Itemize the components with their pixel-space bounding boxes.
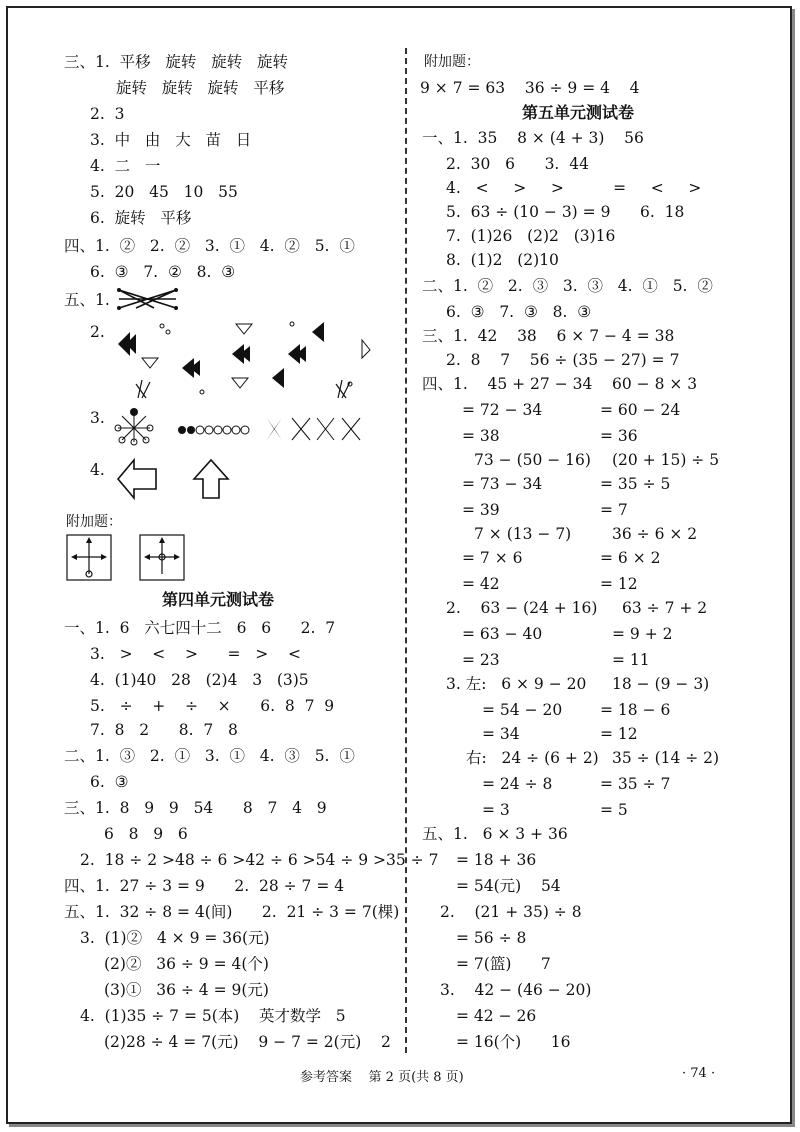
- right-line: 2. 8 7 56 ÷ (35 − 27) = 7: [446, 351, 680, 369]
- pattern-figure: [112, 318, 372, 400]
- right-line: = 72 − 34: [462, 401, 543, 419]
- left-line: 6. ③ 7. ② 8. ③: [90, 263, 236, 281]
- left-line: 旋转 旋转 旋转 平移: [116, 79, 285, 97]
- left-line: 5. 20 45 10 55: [90, 183, 238, 201]
- right-line: 63 ÷ 7 + 2: [622, 599, 708, 617]
- right-line: 6. ③ 7. ③ 8. ③: [446, 303, 592, 321]
- right-line: 二、1. ② 2. ③ 3. ③ 4. ① 5. ②: [422, 277, 713, 295]
- left-line: 四、1. 27 ÷ 3 = 9 2. 28 ÷ 7 = 4: [64, 877, 345, 895]
- right-line: = 9 + 2: [612, 625, 673, 643]
- right-line: = 12: [600, 725, 638, 743]
- right-line: = 34: [482, 725, 520, 743]
- left-line: 一、1. 6 六七四十二 6 6 2. 7: [64, 619, 336, 637]
- right-line: = 7(篮) 7: [456, 955, 551, 973]
- footer-label: 参考答案 第 2 页(共 8 页): [300, 1070, 464, 1085]
- left-line: 五、1. 32 ÷ 8 = 4(间) 2. 21 ÷ 3 = 7(棵): [64, 903, 400, 921]
- right-line: = 16(个) 16: [456, 1033, 571, 1051]
- right-line: 8. (1)2 (2)10: [446, 251, 559, 269]
- right-line: = 18 + 36: [456, 851, 537, 869]
- right-line: 3. 42 − (46 − 20): [440, 981, 592, 999]
- right-line: = 24 ÷ 8: [482, 775, 553, 793]
- right-line: 2. (21 + 35) ÷ 8: [440, 903, 582, 921]
- right-line: 四、1. 45 + 27 − 34: [422, 375, 593, 393]
- section-title: 第四单元测试卷: [162, 590, 275, 609]
- bonus-arrows-figure: [66, 534, 192, 582]
- left-line: 3.: [90, 409, 105, 427]
- left-line: 二、1. ③ 2. ① 3. ① 4. ③ 5. ①: [64, 747, 355, 765]
- right-line: = 6 × 2: [600, 549, 661, 567]
- right-line: (20 + 15) ÷ 5: [612, 451, 720, 469]
- left-line: 3. > < > = > <: [90, 645, 301, 663]
- right-line: 2. 30 6 3. 44: [446, 155, 589, 173]
- right-line: = 7 × 6: [462, 549, 523, 567]
- left-line: 5. ÷ + ÷ × 6. 8 7 9: [90, 697, 335, 715]
- left-line: 四、1. ② 2. ② 3. ① 4. ② 5. ①: [64, 237, 355, 255]
- right-line: = 73 − 34: [462, 475, 543, 493]
- symmetry-figure: [112, 406, 367, 448]
- right-line: 9 × 7 = 63 36 ÷ 9 = 4 4: [420, 79, 640, 97]
- left-line: (2)28 ÷ 4 = 7(元) 9 − 7 = 2(元) 2: [104, 1033, 391, 1051]
- left-line: (2)② 36 ÷ 9 = 4(个): [104, 955, 269, 973]
- right-line: 4. < > > = < >: [446, 179, 702, 197]
- left-line: 3. 中 由 大 苗 日: [90, 131, 252, 149]
- right-line: = 12: [600, 575, 638, 593]
- right-line: 3. 左: 6 × 9 − 20: [446, 675, 587, 693]
- left-line: 五、1.: [64, 291, 110, 309]
- left-line: 6. ③: [90, 773, 129, 791]
- left-line: 附加题：: [66, 514, 122, 530]
- right-line: = 35 ÷ 7: [600, 775, 671, 793]
- left-line: 3. (1)② 4 × 9 = 36(元): [80, 929, 270, 947]
- right-line: 5. 63 ÷ (10 − 3) = 9 6. 18: [446, 203, 685, 221]
- right-line: = 54 − 20: [482, 701, 563, 719]
- right-line: = 7: [600, 501, 628, 519]
- matching-lines-figure: [114, 286, 184, 312]
- left-line: 4. 二 一: [90, 157, 161, 175]
- right-line: = 60 − 24: [600, 401, 681, 419]
- left-line: 6 8 9 6: [104, 825, 188, 843]
- right-line: 2. 63 − (24 + 16): [446, 599, 598, 617]
- right-line: 右: 24 ÷ (6 + 2): [466, 749, 599, 767]
- right-line: = 36: [600, 427, 638, 445]
- left-line: 4. (1)40 28 (2)4 3 (3)5: [90, 671, 309, 689]
- section-title: 第五单元测试卷: [522, 103, 635, 122]
- right-line: = 63 − 40: [462, 625, 543, 643]
- left-line: 三、1. 8 9 9 54 8 7 4 9: [64, 799, 327, 817]
- right-line: = 54(元) 54: [456, 877, 561, 895]
- right-line: = 23: [462, 651, 500, 669]
- right-line: = 42: [462, 575, 500, 593]
- right-line: 18 − (9 − 3): [612, 675, 710, 693]
- right-line: = 5: [600, 801, 628, 819]
- right-line: 60 − 8 × 3: [612, 375, 698, 393]
- right-line: = 3: [482, 801, 510, 819]
- column-divider: [405, 48, 407, 1053]
- right-line: = 56 ÷ 8: [456, 929, 527, 947]
- right-line: = 38: [462, 427, 500, 445]
- right-line: = 18 − 6: [600, 701, 671, 719]
- right-line: 一、1. 35 8 × (4 + 3) 56: [422, 129, 644, 147]
- left-line: 7. 8 2 8. 7 8: [90, 721, 238, 739]
- right-line: 三、1. 42 38 6 × 7 − 4 = 38: [422, 327, 675, 345]
- right-line: 五、1. 6 × 3 + 36: [422, 825, 568, 843]
- right-line: 35 ÷ (14 ÷ 2): [612, 749, 720, 767]
- right-line: 73 − (50 − 16): [474, 451, 591, 469]
- left-line: 2.: [90, 323, 105, 341]
- right-line: 7 × (13 − 7): [474, 525, 572, 543]
- right-line: = 42 − 26: [456, 1007, 537, 1025]
- left-line: 三、1. 平移 旋转 旋转 旋转: [64, 53, 288, 71]
- left-line: 4. (1)35 ÷ 7 = 5(本) 英才数学 5: [80, 1007, 346, 1025]
- left-line: 2. 18 ÷ 2 >48 ÷ 6 >42 ÷ 6 >54 ÷ 9 >35 ÷ 7: [80, 851, 439, 869]
- right-line: = 11: [612, 651, 650, 669]
- page-number: · 74 ·: [682, 1066, 716, 1081]
- left-line: 6. 旋转 平移: [90, 209, 192, 227]
- left-line: 4.: [90, 461, 105, 479]
- arrow-shapes-figure: [114, 456, 234, 502]
- right-line: 7. (1)26 (2)2 (3)16: [446, 227, 616, 245]
- right-line: = 35 ÷ 5: [600, 475, 671, 493]
- left-line: 2. 3: [90, 105, 125, 123]
- right-line: 附加题：: [424, 54, 480, 70]
- left-line: (3)① 36 ÷ 4 = 9(元): [104, 981, 269, 999]
- right-line: = 39: [462, 501, 500, 519]
- right-line: 36 ÷ 6 × 2: [612, 525, 698, 543]
